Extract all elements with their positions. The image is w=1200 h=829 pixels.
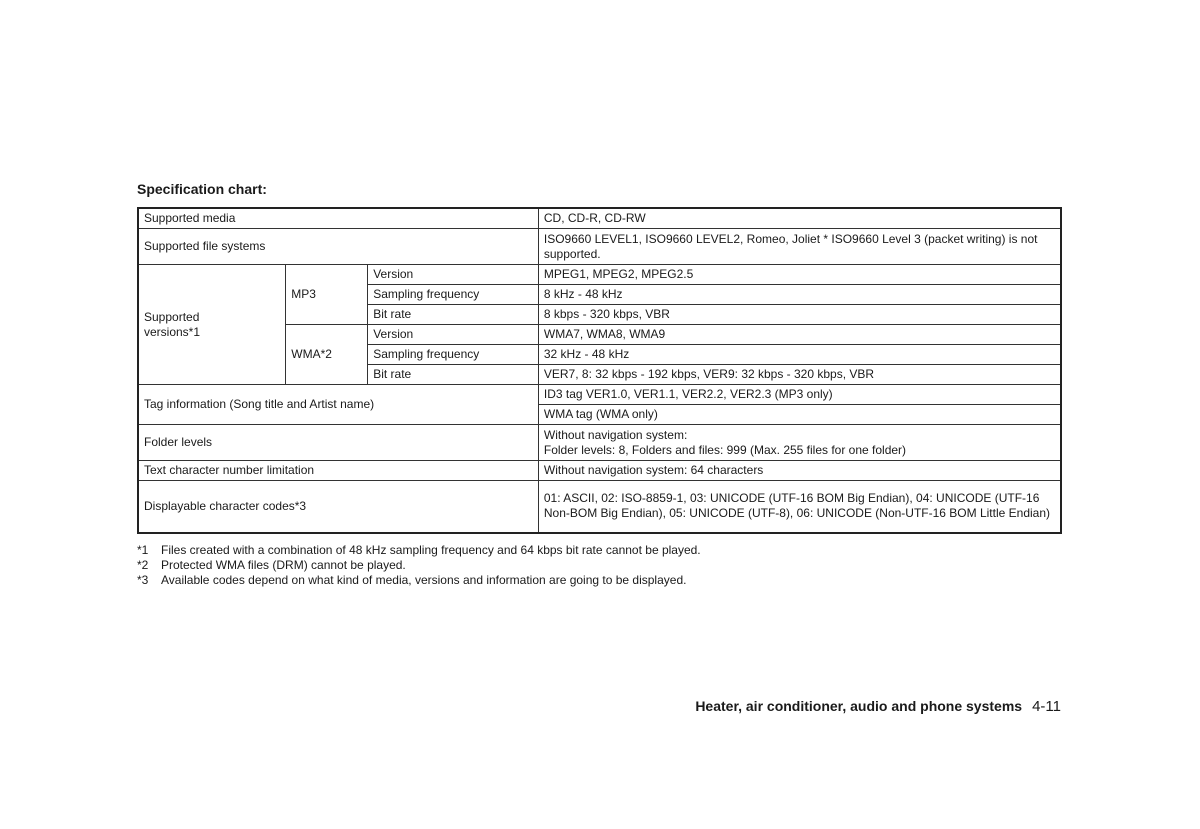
row-value: VER7, 8: 32 kbps - 192 kbps, VER9: 32 kbps - 320 kbps, VBR	[538, 365, 1061, 385]
table-row	[138, 208, 1061, 229]
row-value	[538, 425, 1061, 461]
row-label: Folder levels	[138, 425, 538, 461]
row-value: MPEG1, MPEG2, MPEG2.5	[538, 265, 1061, 285]
attribute-label: Bit rate	[368, 305, 539, 325]
footnote-text: Files created with a combination of 48 kHz sampling frequency and 64 kbps bit rate cannot be played.	[161, 543, 701, 557]
table-row	[138, 425, 1061, 461]
row-value: WMA7, WMA8, WMA9	[538, 325, 1061, 345]
page-number: 4-11	[1032, 698, 1061, 715]
row-value: 8 kbps - 320 kbps, VBR	[538, 305, 1061, 325]
footnote-text: Available codes depend on what kind of media, versions and information are going to be displayed.	[161, 573, 687, 587]
row-label: Supported file systems	[138, 229, 538, 265]
table-row	[138, 385, 1061, 405]
specification-table	[137, 207, 1062, 534]
footnote-mark: *2	[137, 558, 149, 572]
section-title: Heater, air conditioner, audio and phone systems	[695, 698, 1023, 714]
row-label: Supported media	[138, 208, 538, 229]
row-label: Tag information (Song title and Artist name)	[138, 385, 538, 425]
attribute-label: Bit rate	[368, 365, 539, 385]
row-label	[138, 265, 286, 385]
page-title: Specification chart:	[137, 181, 267, 197]
row-value: CD, CD-R, CD-RW	[538, 208, 1061, 229]
table-row	[138, 265, 1061, 285]
table-row	[138, 481, 1061, 533]
row-value: WMA tag (WMA only)	[538, 405, 1061, 425]
footnote-mark: *3	[137, 573, 149, 587]
row-value: ISO9660 LEVEL1, ISO9660 LEVEL2, Romeo, Joliet * ISO9660 Level 3 (packet writing) is not supported.	[538, 229, 1061, 265]
attribute-label: Sampling frequency	[368, 285, 539, 305]
row-value: 32 kHz - 48 kHz	[538, 345, 1061, 365]
row-value: 8 kHz - 48 kHz	[538, 285, 1061, 305]
footnotes	[137, 543, 701, 588]
footnote-mark: *1	[137, 543, 149, 557]
footnote	[137, 573, 701, 588]
row-value: ID3 tag VER1.0, VER1.1, VER2.2, VER2.3 (MP3 only)	[538, 385, 1061, 405]
format-label: WMA*2	[286, 325, 368, 385]
row-value: 01: ASCII, 02: ISO-8859-1, 03: UNICODE (UTF-16 BOM Big Endian), 04: UNICODE (UTF-16 Non-BOM Big Endian), 05: UNICODE (UTF-8), 06: UNICODE (Non-UTF-16 BOM Little Endian)	[538, 481, 1061, 533]
table-row	[138, 229, 1061, 265]
versions-label: Supported versions*1	[144, 309, 201, 339]
footnote	[137, 558, 701, 573]
row-label: Displayable character codes*3	[138, 481, 538, 533]
attribute-label: Version	[368, 325, 539, 345]
footnote	[137, 543, 701, 558]
value-line: Without navigation system:	[543, 427, 688, 442]
footnote-text: Protected WMA files (DRM) cannot be played.	[161, 558, 406, 572]
table-row	[138, 461, 1061, 481]
attribute-label: Sampling frequency	[368, 345, 539, 365]
row-value: Without navigation system: 64 characters	[538, 461, 1061, 481]
row-label: Text character number limitation	[138, 461, 538, 481]
attribute-label: Version	[368, 265, 539, 285]
page-footer	[695, 698, 1061, 715]
format-label: MP3	[286, 265, 368, 325]
value-line: Folder levels: 8, Folders and files: 999 (Max. 255 files for one folder)	[543, 442, 907, 457]
